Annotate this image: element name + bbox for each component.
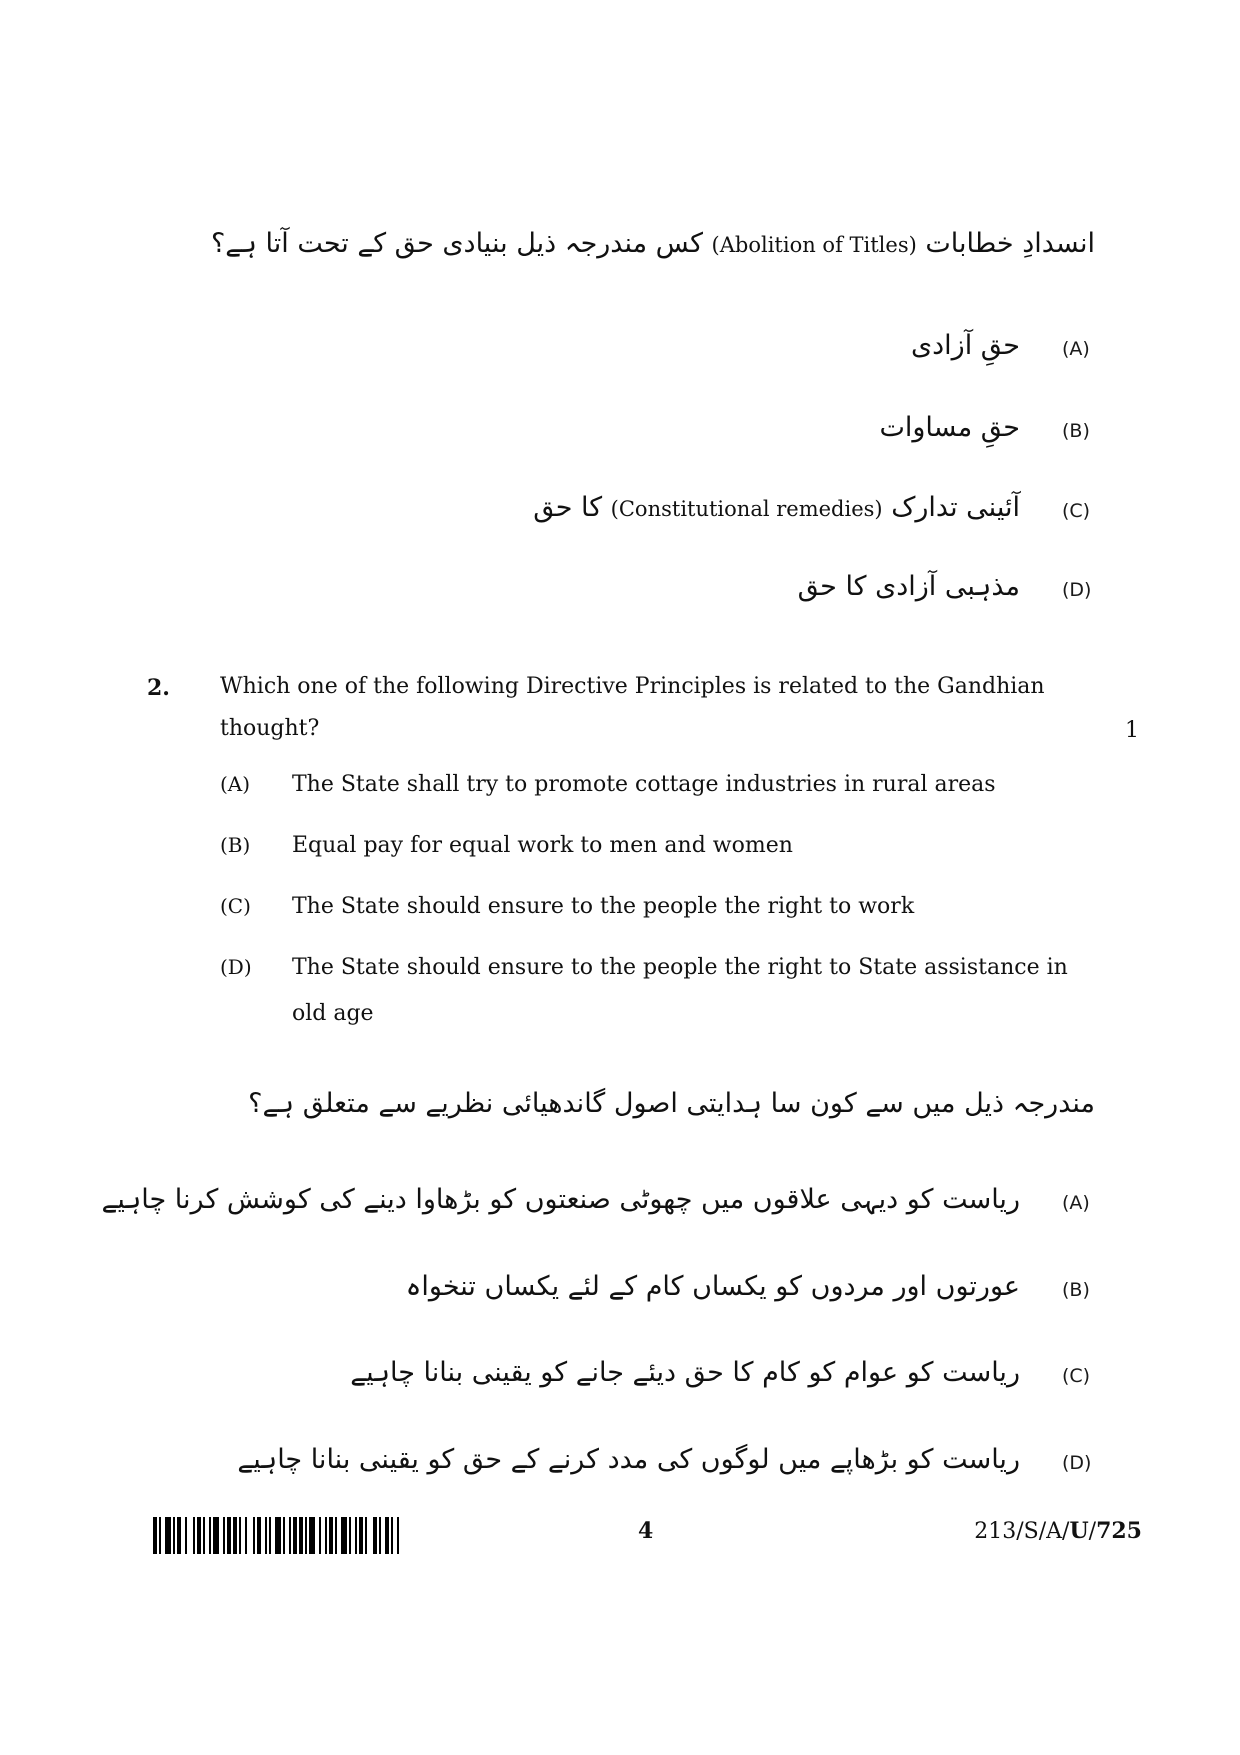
paper-code-num: 725 — [1096, 1518, 1142, 1544]
q2-option-d-letter: (D) — [220, 955, 252, 979]
q1-urdu-option-d-letter: (D) — [1062, 579, 1092, 601]
q2-option-b-text: Equal pay for equal work to men and women — [292, 833, 793, 858]
q1-urdu-option-c-prefix: آئینی تدارک — [891, 492, 1020, 523]
q2-option-c-letter: (C) — [220, 894, 251, 918]
q1-urdu-stem-english: (Abolition of Titles) — [711, 233, 917, 257]
q1-urdu-option-c-letter: (C) — [1062, 500, 1091, 522]
q2-marks: 1 — [1125, 718, 1139, 743]
paper-code-prefix: 213/S/A/ — [974, 1519, 1070, 1544]
barcode-image — [153, 1517, 493, 1554]
q2-option-d-line2: old age — [292, 1001, 374, 1026]
q1-urdu-stem-prefix: انسدادِ خطابات — [925, 228, 1095, 259]
q1-urdu-option-b-text: حقِ مساوات — [879, 412, 1020, 443]
q1-urdu-option-c-english: (Constitutional remedies) — [610, 497, 883, 521]
q2-urdu-option-a-text: ریاست کو دیہی علاقوں میں چھوٹی صنعتوں کو بڑھاوا دینے کی کوشش کرنا چاہیے — [101, 1184, 1020, 1215]
q2-option-a-text: The State shall try to promote cottage industries in rural areas — [292, 772, 996, 797]
q1-urdu-stem-suffix: کس مندرجہ ذیل بنیادی حق کے تحت آتا ہے؟ — [210, 228, 703, 259]
q2-urdu-option-c-letter: (C) — [1062, 1365, 1091, 1387]
page-number: 4 — [638, 1518, 654, 1544]
q2-urdu-option-d-letter: (D) — [1062, 1452, 1092, 1474]
q2-urdu-option-b-text: عورتوں اور مردوں کو یکساں کام کے لئے یکساں تنخواہ — [405, 1271, 1020, 1302]
q2-number: 2. — [147, 675, 170, 701]
q2-stem-line1: Which one of the following Directive Principles is related to the Gandhian — [220, 674, 1045, 699]
q1-urdu-option-b-letter: (B) — [1062, 420, 1090, 442]
q2-option-b-letter: (B) — [220, 833, 251, 857]
q2-urdu-stem: مندرجہ ذیل میں سے کون سا ہدایتی اصول گاندھیائی نظریے سے متعلق ہے؟ — [248, 1088, 1095, 1119]
q2-stem-line2: thought? — [220, 716, 320, 741]
q2-urdu-option-a-letter: (A) — [1062, 1192, 1090, 1214]
q1-urdu-option-c-suffix: کا حق — [533, 492, 603, 523]
q2-urdu-option-d-text: ریاست کو بڑھاپے میں لوگوں کی مدد کرنے کے حق کو یقینی بنانا چاہیے — [237, 1444, 1020, 1475]
q2-urdu-option-b-letter: (B) — [1062, 1279, 1090, 1301]
paper-code-sep: / — [1088, 1519, 1097, 1544]
q2-option-d-line1: The State should ensure to the people the right to State assistance in — [292, 955, 1068, 980]
q2-option-c-text: The State should ensure to the people the right to work — [292, 894, 915, 919]
q2-option-a-letter: (A) — [220, 772, 251, 796]
q1-urdu-option-d-text: مذہبی آزادی کا حق — [797, 571, 1020, 602]
paper-code-u: U — [1069, 1518, 1089, 1544]
paper-code — [974, 1518, 1142, 1544]
q1-urdu-option-c-text — [533, 492, 1020, 524]
q2-urdu-option-c-text: ریاست کو عوام کو کام کا حق دیئے جانے کو یقینی بنانا چاہیے — [350, 1357, 1020, 1388]
q1-urdu-stem — [211, 228, 1095, 260]
q1-urdu-option-a-text: حقِ آزادی — [911, 330, 1020, 361]
q1-urdu-option-a-letter: (A) — [1062, 338, 1090, 360]
